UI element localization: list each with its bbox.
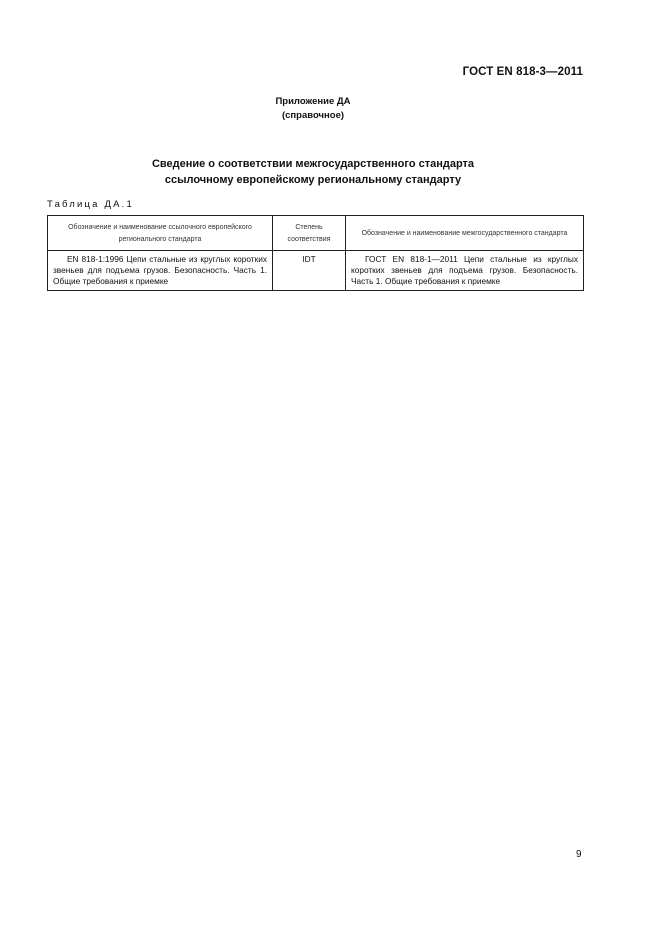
annex-title: Приложение ДА xyxy=(275,96,351,107)
section-title-line-2: ссылочному европейскому региональному стандарту xyxy=(164,174,462,186)
header-degree: Степень соответствия xyxy=(273,216,346,251)
header-interstate-standard: Обозначение и наименование межгосударственного стандарта xyxy=(346,216,584,251)
table-caption: Таблица ДА.1 xyxy=(47,199,134,210)
page-number: 9 xyxy=(576,849,582,860)
section-title-line-1: Сведение о соответствии межгосударственного стандарта xyxy=(151,158,475,170)
cell-interstate-standard: ГОСТ EN 818-1—2011 Цепи стальные из круглых коротких звеньев для подъема грузов. Безопасность. Часть 1. Общие требования к приемке xyxy=(346,251,584,291)
table-row xyxy=(48,251,584,291)
annex-subtitle: (справочное) xyxy=(281,110,345,121)
cell-degree: IDT xyxy=(273,251,346,291)
header-ref-standard: Обозначение и наименование ссылочного европейского регионального стандарта xyxy=(48,216,273,251)
table-header-row xyxy=(48,216,584,251)
section-title xyxy=(0,156,626,188)
cell-ref-standard: EN 818-1:1996 Цепи стальные из круглых коротких звеньев для подъема грузов. Безопасность. Часть 1. Общие требования к приемке xyxy=(48,251,273,291)
document-code: ГОСТ EN 818-3—2011 xyxy=(462,66,583,78)
correspondence-table xyxy=(47,215,584,291)
annex-heading xyxy=(0,95,626,123)
